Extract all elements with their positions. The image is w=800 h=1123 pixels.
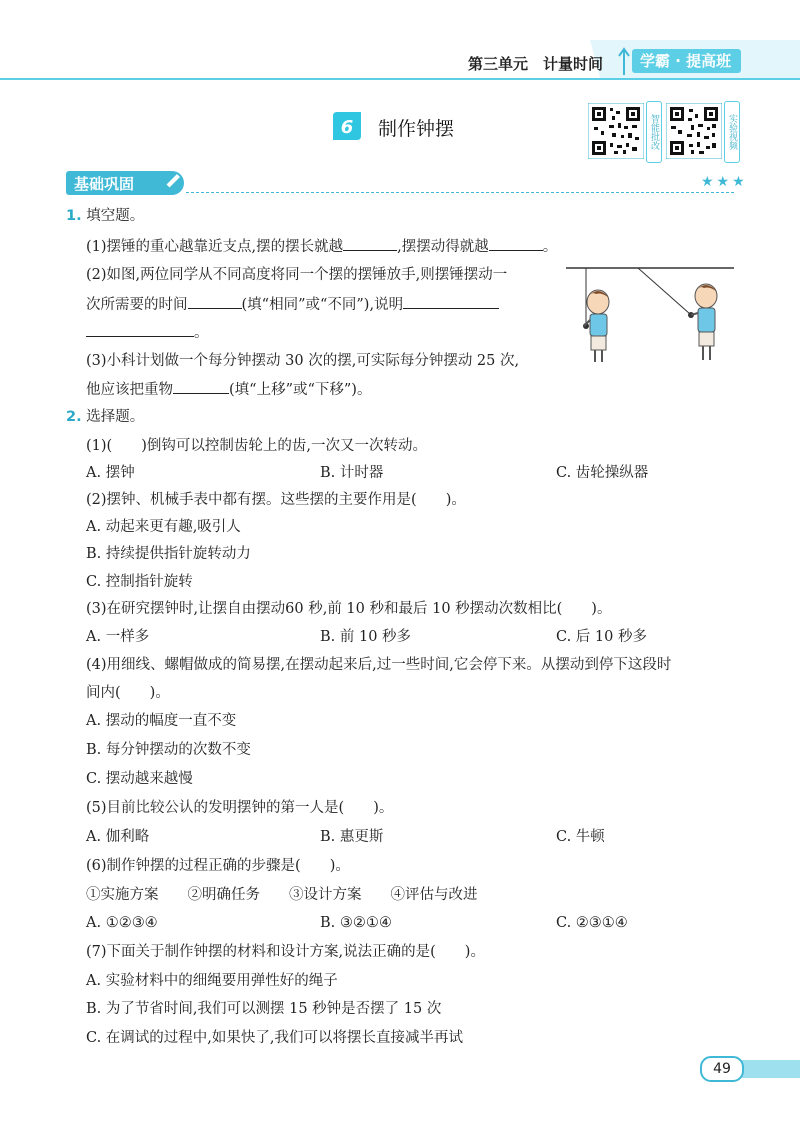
lesson-number: 6 (340, 117, 354, 138)
q2-item5-option-c[interactable]: C. 牛顿 (556, 829, 605, 845)
qr-label-video: 实验视频 (724, 101, 740, 163)
section-divider (186, 192, 734, 193)
unit-title: 第三单元 计量时间 (468, 55, 604, 73)
q2-item2-option-c[interactable]: C. 控制指针旋转 (86, 574, 193, 590)
lesson-number-badge (333, 112, 361, 140)
q1-part3-line1: (3)小科计划做一个每分钟摆动 30 次的摆,可实际每分钟摆动 25 次, (86, 353, 520, 369)
q2-item4-option-c[interactable]: C. 摆动越来越慢 (86, 771, 193, 787)
pendulum-illustration (566, 258, 736, 368)
q1-part3-blank[interactable] (173, 379, 229, 394)
lesson-title: 制作钟摆 (378, 118, 455, 140)
q1-part1-blank1[interactable] (343, 236, 397, 251)
q2-item5-stem: (5)目前比较公认的发明摆钟的第一人是( )。 (86, 800, 394, 816)
q2-item7-option-b[interactable]: B. 为了节省时间,我们可以测摆 15 秒钟是否摆了 15 次 (86, 1001, 442, 1017)
q2-item1-option-a[interactable]: A. 摆钟 (86, 465, 135, 481)
q2-item4-option-a[interactable]: A. 摆动的幅度一直不变 (86, 713, 237, 729)
q1-part1-blank2[interactable] (489, 236, 543, 251)
header-rule (0, 78, 800, 80)
pencil-icon (158, 170, 184, 194)
q2-item4-stem-cont: 间内( )。 (86, 685, 170, 701)
q2-item6-option-a[interactable]: A. ①②③④ (86, 915, 158, 931)
q1-part2-line3: 。 (86, 322, 209, 343)
brand-badge: 学霸 · 提高班 (632, 49, 741, 73)
q1-part1: (1)摆锤的重心越靠近支点,摆的摆长就越 ,摆摆动得就越 。 (86, 236, 557, 257)
q2-number: 2. (66, 409, 82, 425)
q1-part2-blank3[interactable] (86, 322, 194, 337)
qr-code-grading[interactable] (588, 103, 644, 159)
q2-item6-steps: ①实施方案 ②明确任务 ③设计方案 ④评估与改进 (86, 887, 478, 903)
q1-part2-line2: 次所需要的时间 (填“相同”或“不同”),说明 (86, 294, 499, 315)
page-footer-band (738, 1060, 800, 1078)
q1-heading (66, 206, 144, 226)
q1-part2-line1: (2)如图,两位同学从不同高度将同一个摆的摆锤放手,则摆锤摆动一 (86, 267, 508, 283)
q2-heading (66, 407, 144, 427)
q2-item5-option-b[interactable]: B. 惠更斯 (320, 829, 384, 845)
q2-item2-stem: (2)摆钟、机械手表中都有摆。这些摆的主要作用是( )。 (86, 492, 466, 508)
q2-item4-option-b[interactable]: B. 每分钟摆动的次数不变 (86, 742, 251, 758)
q2-item6-option-b[interactable]: B. ③②①④ (320, 915, 392, 931)
q2-item3-option-a[interactable]: A. 一样多 (86, 629, 150, 645)
q2-item3-option-b[interactable]: B. 前 10 秒多 (320, 629, 412, 645)
q2-item2-option-a[interactable]: A. 动起来更有趣,吸引人 (86, 519, 241, 535)
q2-item3-option-c[interactable]: C. 后 10 秒多 (556, 629, 647, 645)
q1-part2-blank1[interactable] (188, 294, 242, 309)
q2-item6-stem: (6)制作钟摆的过程正确的步骤是( )。 (86, 858, 350, 874)
q2-item1-option-c[interactable]: C. 齿轮操纵器 (556, 465, 649, 481)
q2-item6-option-c[interactable]: C. ②③①④ (556, 915, 628, 931)
section-title: 基础巩固 (74, 175, 135, 193)
arrow-icon (615, 45, 633, 77)
q1-number: 1. (66, 208, 82, 224)
qr-label-grading: 智能批改 (646, 101, 662, 163)
q2-item3-stem: (3)在研究摆钟时,让摆自由摆动60 秒,前 10 秒和最后 10 秒摆动次数相比( )。 (86, 601, 612, 617)
q2-item4-stem: (4)用细线、螺帽做成的简易摆,在摆动起来后,过一些时间,它会停下来。从摆动到停下这段时 (86, 657, 672, 673)
q2-item1-stem: (1)( )倒钩可以控制齿轮上的齿,一次又一次转动。 (86, 438, 427, 454)
qr-code-video[interactable] (666, 103, 722, 159)
q2-item2-option-b[interactable]: B. 持续提供指针旋转动力 (86, 546, 251, 562)
page-number: 49 (700, 1056, 744, 1082)
difficulty-stars: ★★★ (701, 174, 748, 190)
q1-title: 填空题。 (86, 208, 145, 224)
q2-item5-option-a[interactable]: A. 伽利略 (86, 829, 150, 845)
q1-part3-line2: 他应该把重物 (填“上移”或“下移”)。 (86, 379, 371, 400)
q1-part2-blank2[interactable] (403, 294, 499, 309)
q2-item7-option-a[interactable]: A. 实验材料中的细绳要用弹性好的绳子 (86, 973, 338, 989)
q2-item7-stem: (7)下面关于制作钟摆的材料和设计方案,说法正确的是( )。 (86, 944, 485, 960)
q2-item1-option-b[interactable]: B. 计时器 (320, 465, 384, 481)
q2-item7-option-c[interactable]: C. 在调试的过程中,如果快了,我们可以将摆长直接减半再试 (86, 1030, 464, 1046)
q2-title: 选择题。 (86, 409, 145, 425)
